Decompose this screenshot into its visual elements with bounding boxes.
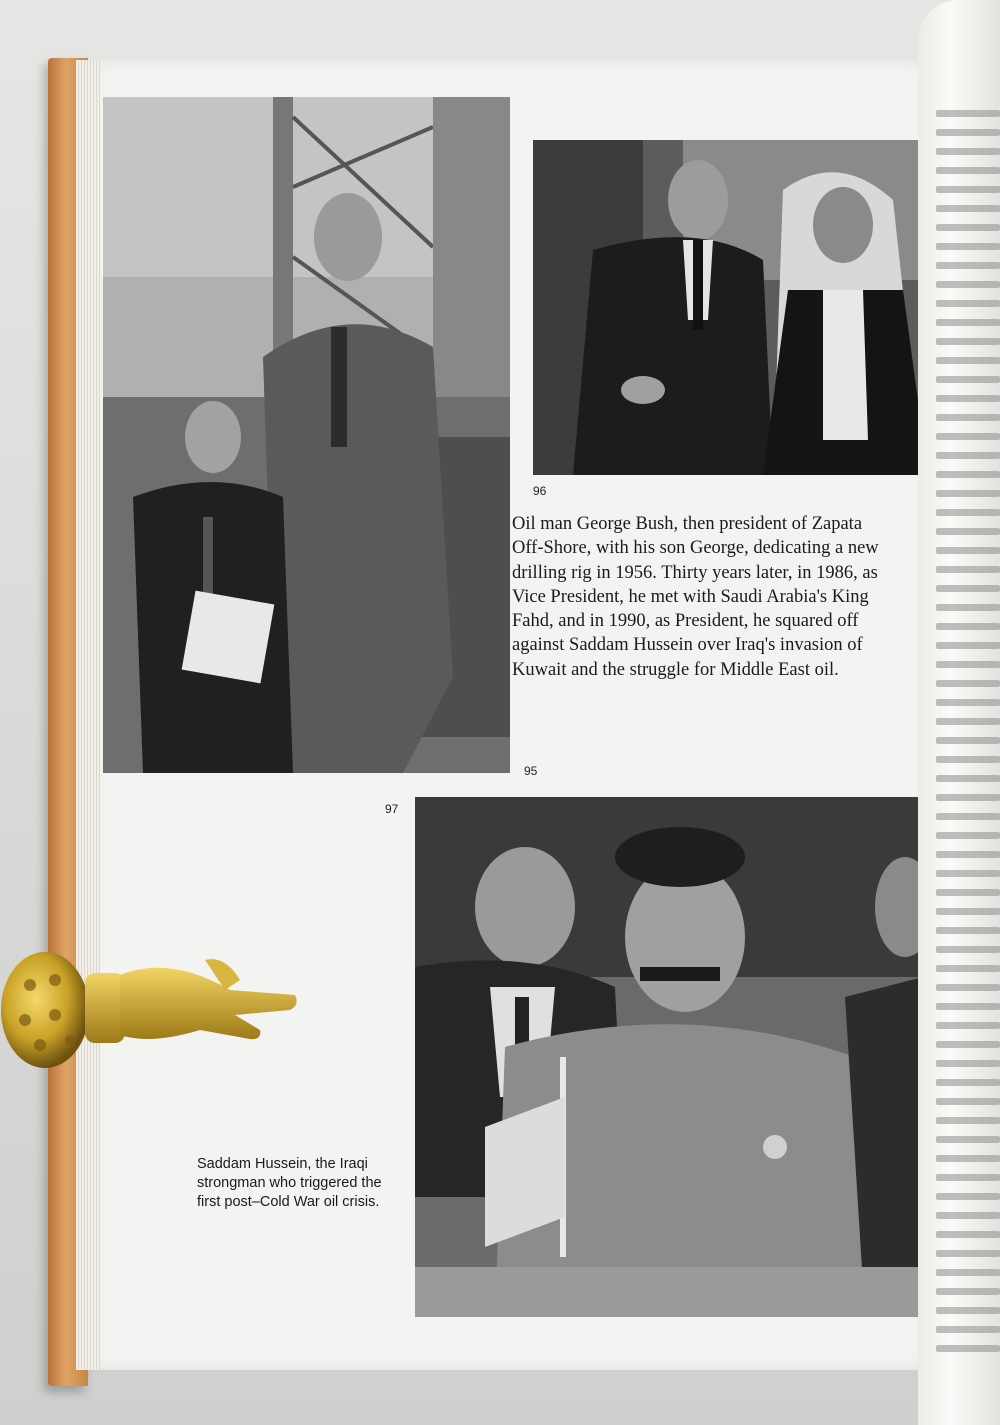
- photo-number-97: 97: [385, 802, 399, 816]
- facing-page-edge: [918, 0, 1000, 1425]
- photo-bush-and-son: [103, 97, 510, 773]
- photo-saddam-hussein: [415, 797, 923, 1317]
- gold-hand-page-clip: [0, 935, 300, 1075]
- photo-number-95: 95: [524, 764, 538, 778]
- photo-bush-and-king-fahd: [533, 140, 938, 475]
- photo-number-96: 96: [533, 484, 547, 498]
- facing-page-text-lines: [936, 110, 1000, 1364]
- caption-bush: Oil man George Bush, then president of Zapata Off-Shore, with his son George, dedicating a new drilling rig in 1956. Thirty years later, in 1986, as Vice President, he met with Saudi Arabia's King Fahd, and in 1990, as President, he squared off against Saddam Hussein over Iraq's invasion of Kuwait and the struggle for Middle East oil.: [512, 514, 879, 680]
- caption-saddam: Saddam Hussein, the Iraqi strongman who triggered the first post–Cold War oil crisis.: [197, 1156, 382, 1210]
